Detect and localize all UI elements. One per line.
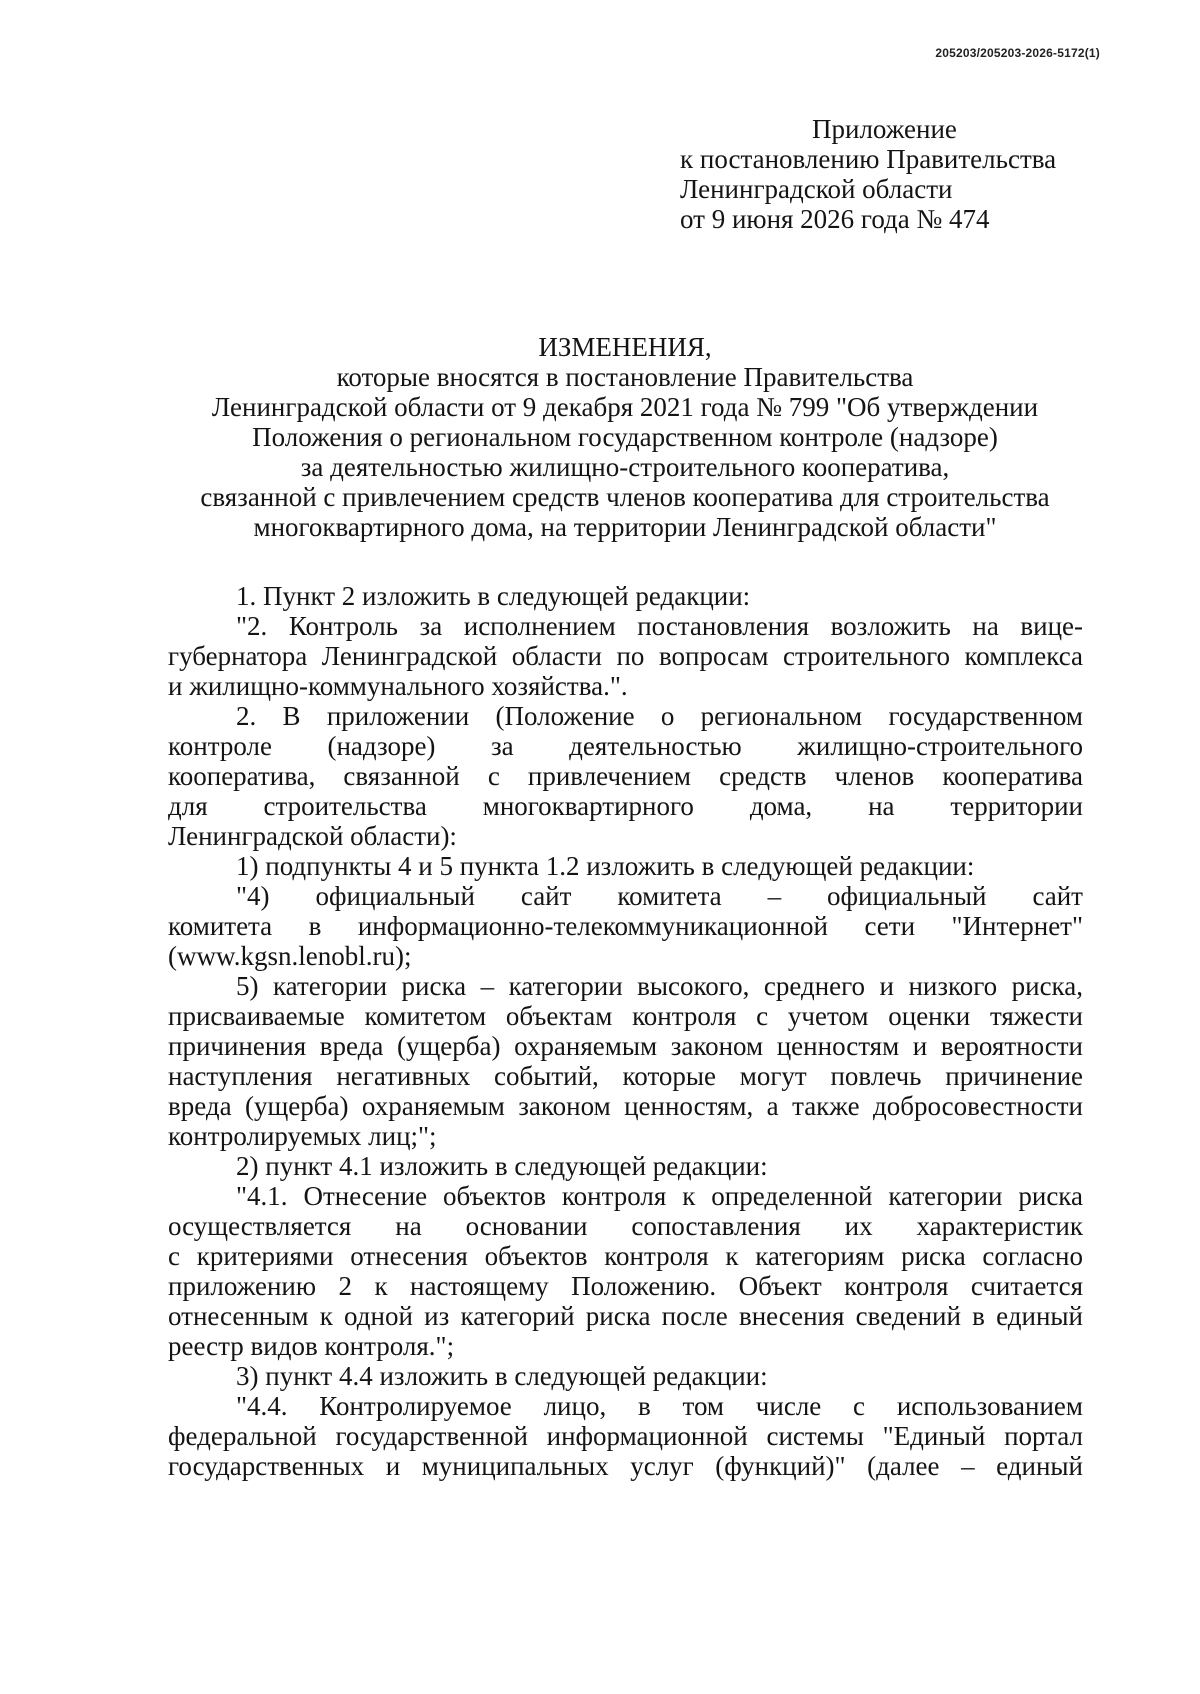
body-line: контроле (надзоре) за деятельностью жилищно-строительного <box>168 731 1083 761</box>
body-line: причинения вреда (ущерба) охраняемым законом ценностям и вероятности <box>168 1031 1083 1061</box>
body-line: вреда (ущерба) охраняемым законом ценностям, а также добросовестности <box>168 1091 1083 1121</box>
body-line: 1) подпункты 4 и 5 пункта 1.2 изложить в следующей редакции: <box>236 851 975 881</box>
body-line: отнесенным к одной из категорий риска после внесения сведений в единый <box>168 1301 1083 1331</box>
title-line: Положения о региональном государственном контроле (надзоре) <box>252 422 998 452</box>
body-line: 5) категории риска – категории высокого, среднего и низкого риска, <box>236 971 1083 1001</box>
body-line: губернатора Ленинградской области по вопросам строительного комплекса <box>168 641 1083 671</box>
document-id: 205203/205203-2026-5172(1) <box>935 46 1100 60</box>
document-title <box>150 332 1100 542</box>
body-line: осуществляется на основании сопоставления их характеристик <box>168 1211 1083 1241</box>
body-line: и жилищно-коммунального хозяйства.". <box>168 671 628 701</box>
body-line: государственных и муниципальных услуг (функций)" (далее – единый <box>168 1451 1083 1481</box>
appendix-line: Приложение <box>812 114 957 144</box>
body-line: 2. В приложении (Положение о региональном государственном <box>236 701 1083 731</box>
body-line: Ленинградской области): <box>168 821 457 851</box>
body-line: кооператива, связанной с привлечением средств членов кооператива <box>168 761 1083 791</box>
body-line: (www.kgsn.lenobl.ru); <box>168 941 412 971</box>
title-line: которые вносятся в постановление Правительства <box>336 362 914 392</box>
body-line: контролируемых лиц;"; <box>168 1121 437 1151</box>
body-line: комитета в информационно-телекоммуникационной сети "Интернет" <box>168 911 1083 941</box>
body-line: "4.1. Отнесение объектов контроля к определенной категории риска <box>236 1181 1083 1211</box>
document-body <box>168 581 1083 1481</box>
body-line: наступления негативных событий, которые могут повлечь причинение <box>168 1061 1083 1091</box>
body-line: приложению 2 к настоящему Положению. Объект контроля считается <box>168 1271 1083 1301</box>
title-line: Ленинградской области от 9 декабря 2021 года № 799 "Об утверждении <box>211 392 1039 422</box>
body-line: "4) официальный сайт комитета – официальный сайт <box>236 881 1083 911</box>
body-line: присваиваемые комитетом объектам контроля с учетом оценки тяжести <box>168 1001 1083 1031</box>
appendix-line: от 9 июня 2026 года № 474 <box>680 204 990 234</box>
body-line: 1. Пункт 2 изложить в следующей редакции: <box>236 581 751 611</box>
title-line: за деятельностью жилищно-строительного кооператива, <box>300 452 950 482</box>
appendix-line: Ленинградской области <box>680 174 953 204</box>
body-line: "2. Контроль за исполнением постановления возложить на вице- <box>236 611 1083 641</box>
title-heading: ИЗМЕНЕНИЯ, <box>538 332 712 362</box>
body-line: 2) пункт 4.1 изложить в следующей редакции: <box>236 1151 768 1181</box>
body-line: для строительства многоквартирного дома, на территории <box>168 791 1083 821</box>
body-line: с критериями отнесения объектов контроля к категориям риска согласно <box>168 1241 1083 1271</box>
title-line: многоквартирного дома, на территории Ленинградской области" <box>253 512 997 542</box>
body-line: 3) пункт 4.4 изложить в следующей редакции: <box>236 1361 768 1391</box>
title-line: связанной с привлечением средств членов кооператива для строительства <box>200 482 1050 512</box>
appendix-header <box>680 114 1110 234</box>
body-line: реестр видов контроля."; <box>168 1331 455 1361</box>
body-line: "4.4. Контролируемое лицо, в том числе с использованием <box>236 1391 1083 1421</box>
appendix-line: к постановлению Правительства <box>680 144 1057 174</box>
body-line: федеральной государственной информационной системы "Единый портал <box>168 1421 1083 1451</box>
